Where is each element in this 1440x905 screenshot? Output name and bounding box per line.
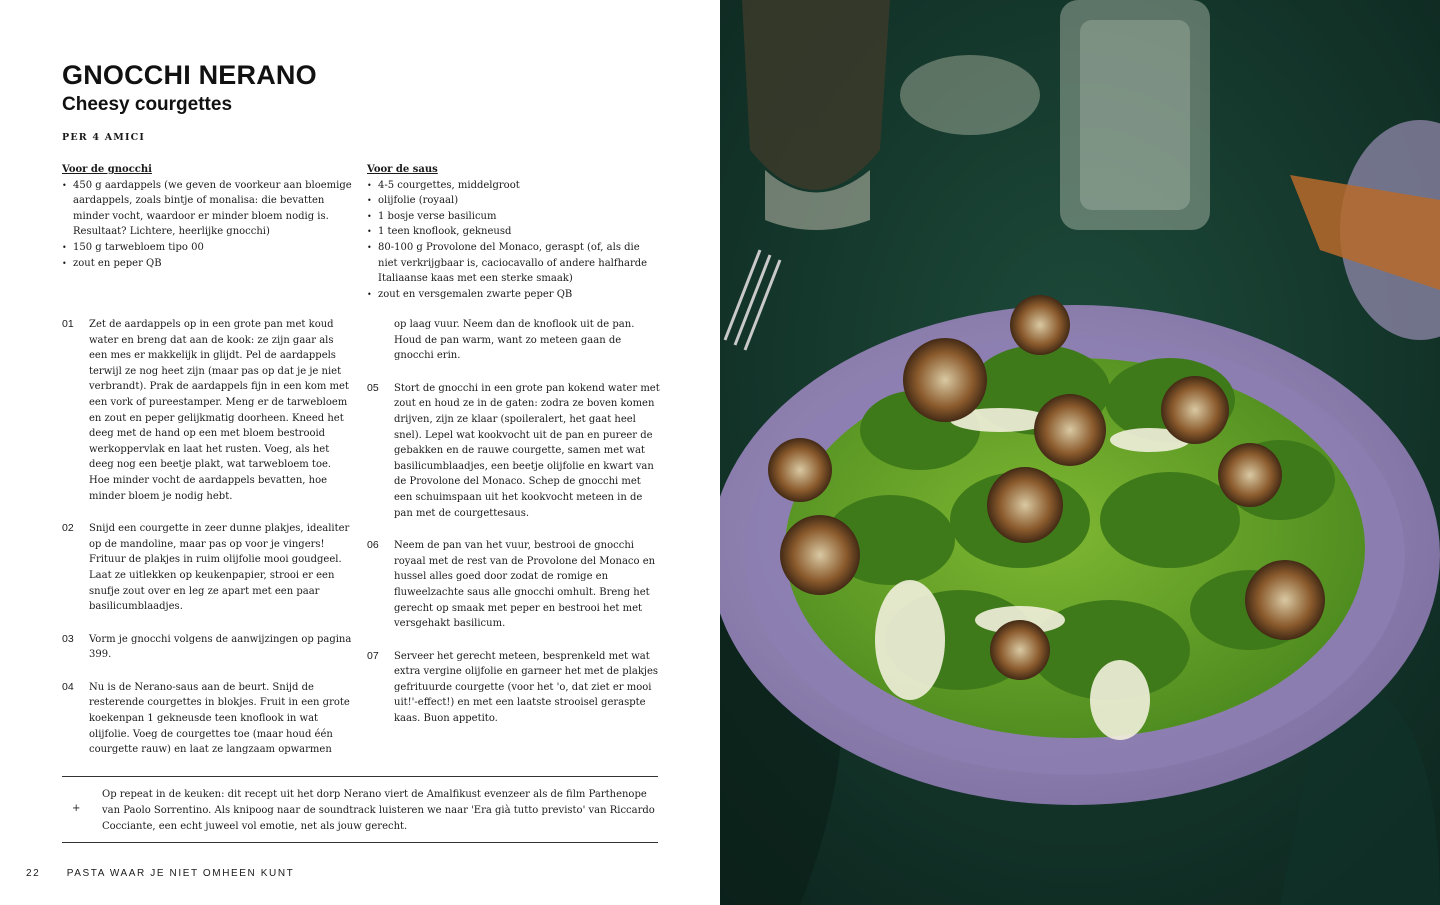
step-number: 01: [62, 318, 74, 330]
ingredients-sauce-heading: Voor de saus: [367, 164, 438, 175]
step-text: Stort de gnocchi in een grote pan kokend water met zout en houd ze in de gaten: zodra ze boven komen drijven, zijn ze klaar (spoileralert, het gaat heel snel). Lepel wat kookvocht uit de pan en pureer de gebakken en de rauwe courgette, samen met wat basilicumblaadjes, een beetje olijfolie en kwart van de Provolone del Monaco. Schep de gnocchi met een schuimspaan uit het kookvocht meteen in de pan met de courgettesaus.: [394, 382, 660, 519]
page-number: 22: [26, 868, 41, 879]
ingredient-item: • zout en versgemalen zwarte peper QB: [367, 287, 662, 303]
section-title: PASTA WAAR JE NIET OMHEEN KUNT: [66, 868, 295, 879]
step-number: 06: [367, 539, 379, 552]
ingredient-item: • zout en peper QB: [62, 256, 352, 272]
step-text: Serveer het gerecht meteen, besprenkeld met wat extra vergine olijfolie en garneer het met de plakjes gefrituurde courgette (voor het 'o, dat ziet er mooi uit!'-effect!) en met een laatste strooisel geraspte kaas. Buon appetito.: [394, 650, 659, 725]
ingredients-gnocchi-heading: Voor de gnocchi: [62, 164, 152, 175]
method-column-right: [367, 317, 662, 744]
divider: [62, 776, 658, 777]
ingredient-item: • 1 teen knoflook, gekneusd: [367, 224, 662, 240]
method-step: [62, 521, 354, 615]
recipe-title: GNOCCHI NERANO: [62, 60, 317, 90]
step-text: Snijd een courgette in zeer dunne plakjes, idealiter op de mandoline, maar pas op voor je vingers! Frituur de plakjes in ruim olijfolie mooi goudgeel. Laat ze uitlekken op keukenpapier, strooi er een snufje zout over en leg ze apart met een paar basilicumblaadjes.: [89, 523, 350, 613]
dish-photo: [720, 0, 1440, 905]
method-step-continuation: op laag vuur. Neem dan de knoflook uit de pan. Houd de pan warm, want zo meteen gaan de gnocchi erin.: [394, 319, 635, 362]
step-text: Zet de aardappels op in een grote pan met koud water en breng dat aan de kook: ze zijn gaar als een mes er makkelijk in glijdt. Pel de aardappels terwijl ze nog heet zijn (maar pas op dat je je niet verbrandt). Prak de aardappels fijn in een kom met een vork of pureestamper. Meng er de tarwebloem en zout en peper gelijkmatig doorheen. Kneed het deeg met de hand op een met bloem bestrooid werkoppervlak en laat het rusten. Voeg, als het deeg nog een beetje plakt, wat tarwebloem toe. Hoe minder vocht de aardappels bevatten, hoe minder bloem je nodig hebt.: [89, 319, 349, 502]
method-step: [367, 381, 662, 521]
note-marker: +: [72, 803, 81, 814]
divider: [62, 842, 658, 843]
step-text: Neem de pan van het vuur, bestrooi de gnocchi royaal met de rest van de Provolone del Monaco en hussel alles goed door zodat de romige en fluweelzachte saus alle gnocchi omhult. Breng het gerecht op smaak met peper en bestrooi het met versgehakt basilicum.: [394, 540, 656, 630]
ingredient-item: • 80-100 g Provolone del Monaco, geraspt (of, als die niet verkrijgbaar is, caciocavallo of andere halfharde Italiaanse kaas met een sterke smaak): [367, 240, 662, 287]
method-step: [62, 632, 354, 663]
tip-note: Op repeat in de keuken: dit recept uit het dorp Nerano viert de Amalfikust evenzeer als de film Parthenope van Paolo Sorrentino. Als knipoog naar de soundtrack luisteren we naar 'Era già tutto previsto' van Riccardo Cocciante, een echt juweel vol emotie, net als jouw gerecht.: [102, 789, 655, 832]
ingredient-item: • 450 g aardappels (we geven de voorkeur aan bloemige aardappels, zoals bintje of monalisa: die bevatten minder vocht, waardoor er minder bloem nodig is. Resultaat? Lichtere, heerlijke gnocchi): [62, 178, 352, 240]
step-text: Nu is de Nerano-saus aan de beurt. Snijd de resterende courgettes in blokjes. Fruit in een grote koekenpan 1 gekneusde teen knoflook in wat olijfolie. Voeg de courgettes toe (maar houd één courgette rauw) en laat ze langzaam opwarmen: [89, 681, 350, 756]
step-number: 03: [62, 632, 74, 645]
servings-label: PER 4 AMICI: [62, 132, 146, 143]
step-number: 05: [367, 381, 379, 394]
ingredient-item: • olijfolie (royaal): [367, 193, 662, 209]
page-footer: [26, 868, 294, 879]
method-step: [62, 317, 354, 504]
step-text: Vorm je gnocchi volgens de aanwijzingen op pagina 399.: [89, 633, 352, 661]
method-column-left: [62, 317, 354, 775]
method-step: [367, 538, 662, 632]
ingredient-item: • 4-5 courgettes, middelgroot: [367, 178, 662, 194]
method-step: [62, 680, 354, 758]
ingredient-item: • 150 g tarwebloem tipo 00: [62, 240, 352, 256]
step-number: 04: [62, 680, 74, 693]
step-number: 07: [367, 649, 379, 662]
recipe-subtitle: Cheesy courgettes: [62, 94, 233, 115]
ingredients-gnocchi: [62, 162, 352, 271]
ingredients-sauce: [367, 162, 662, 302]
step-number: 02: [62, 522, 74, 535]
ingredient-item: • 1 bosje verse basilicum: [367, 209, 662, 225]
method-step: [367, 649, 662, 727]
